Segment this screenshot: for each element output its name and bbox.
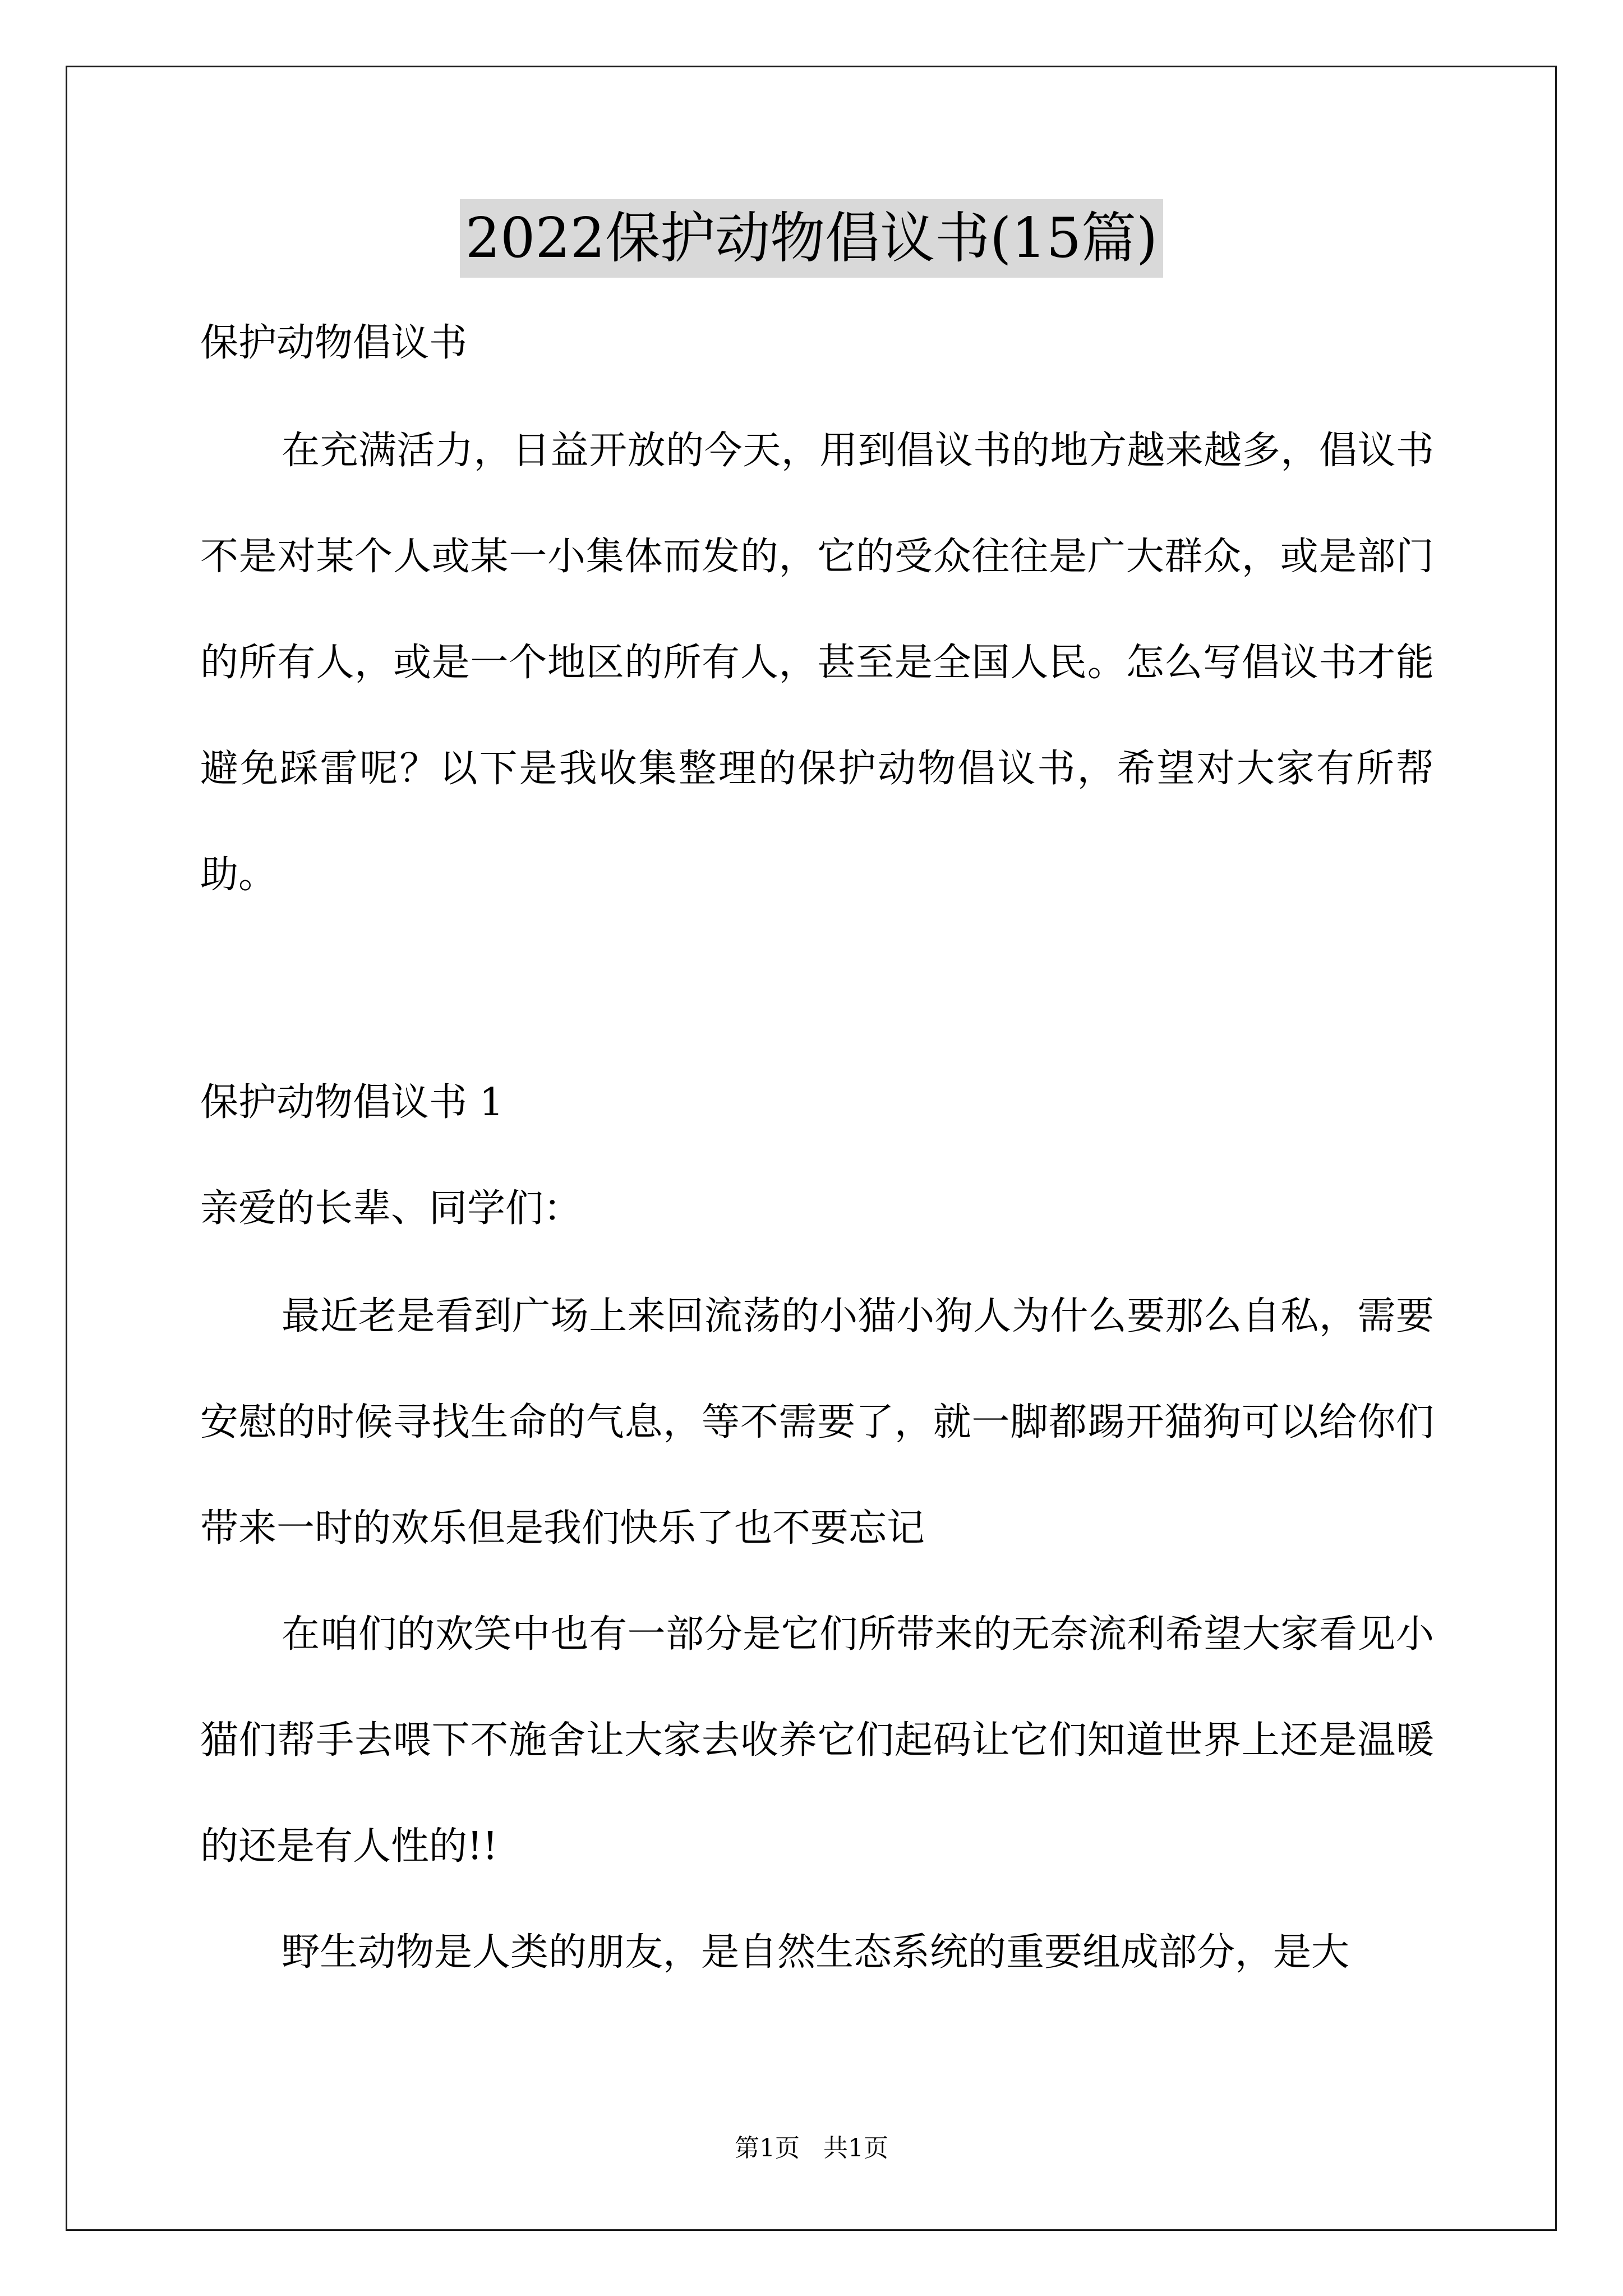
section1-heading: 保护动物倡议书 1: [200, 1080, 504, 1125]
paragraph-2: 在咱们的欢笑中也有一部分是它们所带来的无奈流利希望大家看见小猫们帮手去喂下不施舍让大家去收养它们起码让它们知道世界上还是温暖的还是有人性的!!: [200, 1612, 1434, 1869]
intro-paragraph: 在充满活力，日益开放的今天，用到倡议书的地方越来越多，倡议书不是对某个人或某一小集体而发的，它的受众往往是广大群众，或是部门的所有人，或是一个地区的所有人，甚至是全国人民。怎么写倡议书才能避免踩雷呢？以下是我收集整理的保护动物倡议书，希望对大家有所帮助。: [200, 429, 1434, 897]
document-title: 2022保护动物倡议书(15篇): [460, 199, 1164, 278]
title-container: [0, 199, 1623, 278]
paragraph-1: 最近老是看到广场上来回流荡的小猫小狗人为什么要那么自私，需要安慰的时候寻找生命的气息，等不需要了，就一脚都踢开猫狗可以给你们带来一时的欢乐但是我们快乐了也不要忘记: [200, 1294, 1434, 1550]
intro-heading: 保护动物倡议书: [200, 321, 468, 365]
document-body: [200, 317, 1434, 2005]
salutation: 亲爱的长辈、同学们：: [200, 1186, 582, 1231]
page-footer: 第1页 共1页: [735, 2134, 888, 2162]
paragraph-3: 野生动物是人类的朋友，是自然生态系统的重要组成部分，是大: [282, 1930, 1350, 1975]
